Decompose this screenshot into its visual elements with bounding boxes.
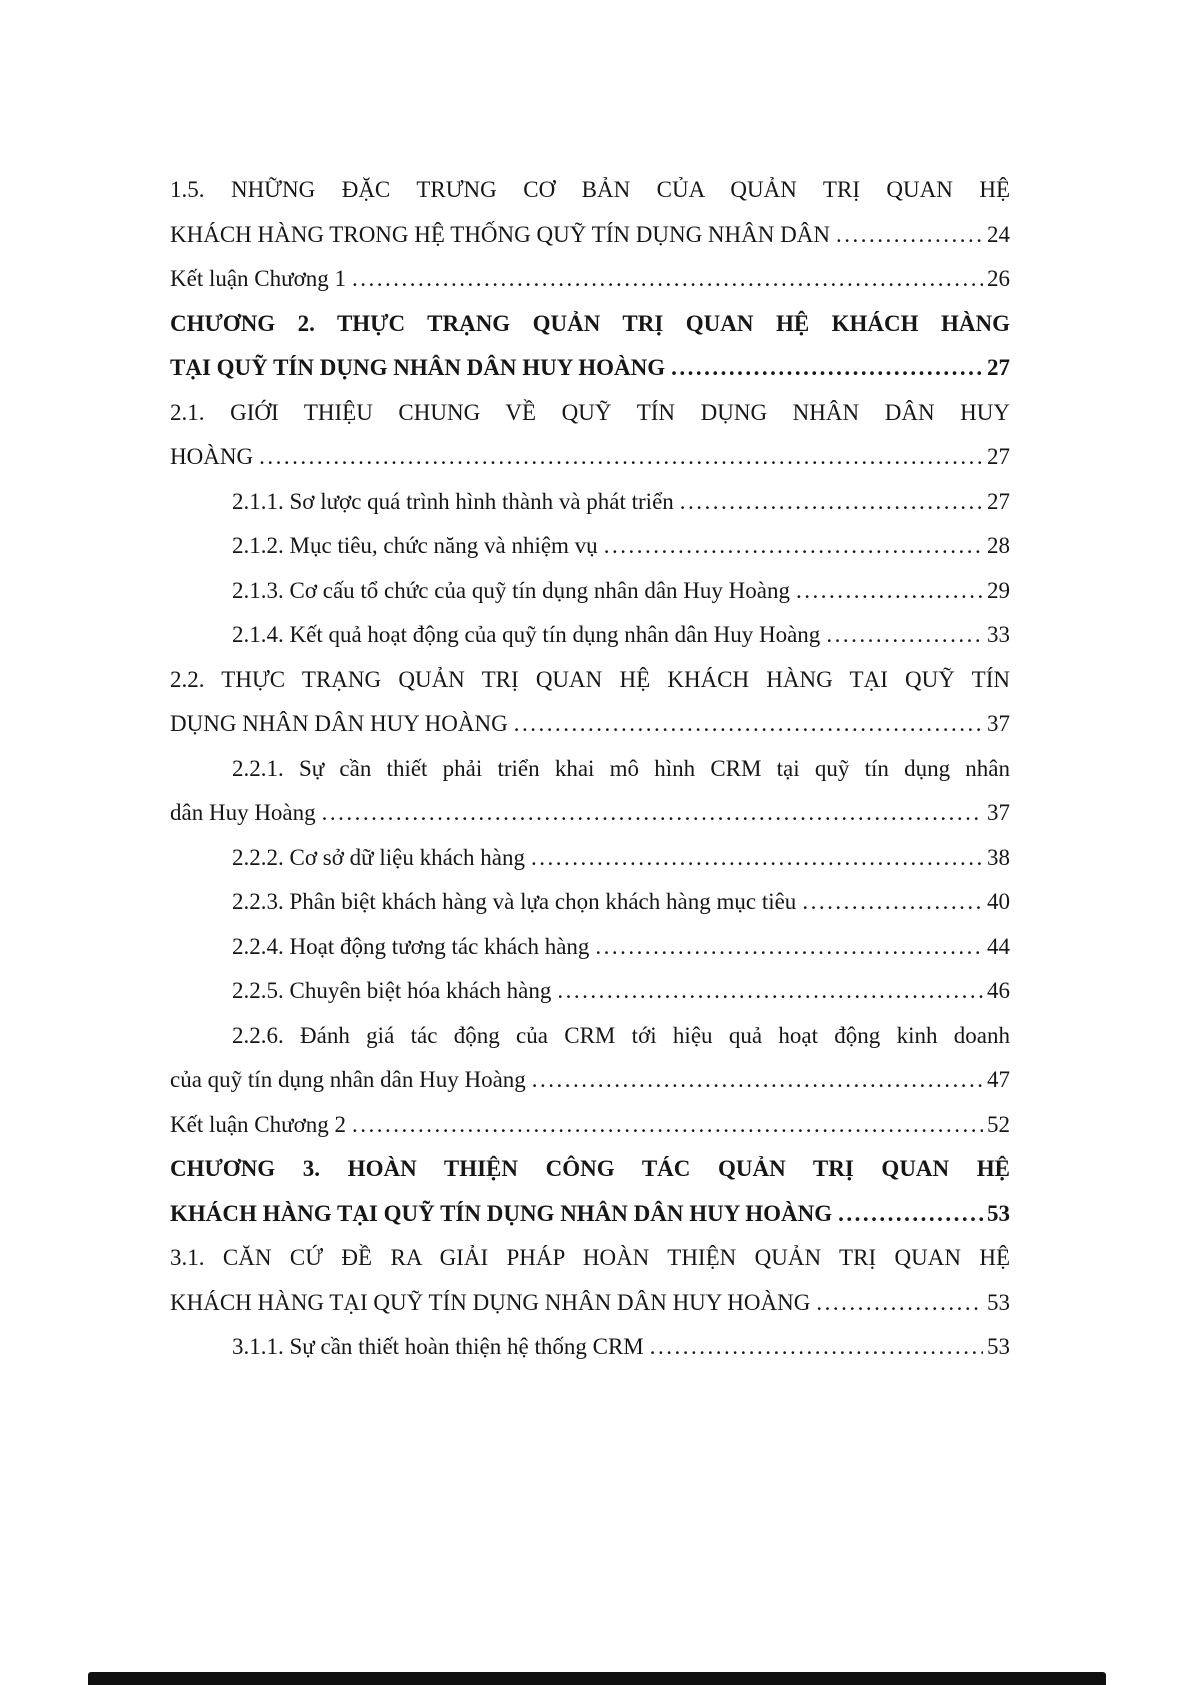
toc-line: 2.2.6. Đánh giá tác động của CRM tới hiệu quả hoạt động kinh doanh (232, 1022, 1010, 1048)
dot-leader (352, 257, 983, 302)
toc-line (170, 1058, 1010, 1103)
toc-line (170, 569, 1010, 614)
toc-line (170, 925, 1010, 970)
toc-entry-2-1-2 (170, 524, 1010, 569)
toc-entry-2-2-1 (170, 747, 1010, 836)
toc-line (170, 613, 1010, 658)
dot-leader (650, 1325, 983, 1370)
toc-entry-3-1-1 (170, 1325, 1010, 1370)
page-number: 27 (987, 444, 1010, 469)
table-of-contents (170, 168, 1010, 1370)
dot-leader (532, 1058, 983, 1103)
toc-line (170, 1281, 1010, 1326)
toc-entry-ketluan-chuong-1 (170, 257, 1010, 302)
toc-text: 2.2.4. Hoạt động tương tác khách hàng (232, 933, 590, 959)
toc-entry-2-1-1 (170, 480, 1010, 525)
toc-text: 3.1.1. Sự cần thiết hoàn thiện hệ thống CRM (232, 1334, 644, 1359)
dot-leader (816, 1281, 983, 1326)
toc-line (170, 1192, 1010, 1237)
toc-text: 2.2.5. Chuyên biệt hóa khách hàng (232, 978, 552, 1003)
dot-leader (671, 346, 983, 391)
toc-line: 2.2.1. Sự cần thiết phải triển khai mô hình CRM tại quỹ tín dụng nhân (232, 755, 1010, 781)
toc-line (170, 836, 1010, 881)
toc-line (170, 435, 1010, 480)
toc-entry-2-2 (170, 658, 1010, 747)
toc-entry-3-1 (170, 1236, 1010, 1325)
toc-entry-chuong-3 (170, 1147, 1010, 1236)
toc-text: dân Huy Hoàng (170, 800, 316, 825)
toc-entry-2-1-3 (170, 569, 1010, 614)
dot-leader (259, 435, 983, 480)
page-number: 46 (987, 978, 1010, 1003)
toc-entry-2-2-3 (170, 880, 1010, 925)
page-number: 52 (987, 1111, 1010, 1137)
page-number: 40 (987, 889, 1010, 914)
toc-text: của quỹ tín dụng nhân dân Huy Hoàng (170, 1067, 526, 1092)
page-number: 38 (987, 844, 1010, 870)
page-number: 26 (987, 266, 1010, 291)
toc-entry-2-2-4 (170, 925, 1010, 970)
toc-text: 2.1.2. Mục tiêu, chức năng và nhiệm vụ (232, 533, 598, 558)
page-number: 47 (987, 1067, 1010, 1092)
toc-text: Kết luận Chương 1 (170, 266, 347, 291)
toc-entry-2-1 (170, 391, 1010, 480)
toc-text: KHÁCH HÀNG TRONG HỆ THỐNG QUỸ TÍN DỤNG NHÂN DÂN (170, 221, 830, 247)
dot-leader (796, 569, 983, 614)
toc-line (170, 880, 1010, 925)
toc-text: 2.1.3. Cơ cấu tổ chức của quỹ tín dụng nhân dân Huy Hoàng (232, 577, 790, 603)
page-number: 29 (987, 577, 1010, 603)
page-number: 44 (987, 933, 1010, 959)
dot-leader (352, 1103, 983, 1148)
toc-line (170, 480, 1010, 525)
toc-text: KHÁCH HÀNG TẠI QUỸ TÍN DỤNG NHÂN DÂN HUY HOÀNG (170, 1289, 811, 1315)
toc-entry-2-2-6 (170, 1014, 1010, 1103)
dot-leader (826, 613, 983, 658)
page-number: 27 (987, 488, 1010, 514)
page-number: 27 (987, 355, 1010, 380)
dot-leader (604, 524, 983, 569)
bottom-edge-bar (88, 1672, 1106, 1685)
toc-entry-chuong-2 (170, 302, 1010, 391)
toc-line: CHƯƠNG 3. HOÀN THIỆN CÔNG TÁC QUẢN TRỊ QUAN HỆ (170, 1156, 1010, 1181)
dot-leader (680, 480, 983, 525)
toc-entry-1-5 (170, 168, 1010, 257)
toc-entry-2-1-4 (170, 613, 1010, 658)
toc-line: 3.1. CĂN CỨ ĐỀ RA GIẢI PHÁP HOÀN THIỆN QUẢN TRỊ QUAN HỆ (170, 1245, 1010, 1270)
page-number: 37 (987, 800, 1010, 825)
toc-text: 2.2.3. Phân biệt khách hàng và lựa chọn khách hàng mục tiêu (232, 889, 797, 914)
toc-line: 1.5. NHỮNG ĐẶC TRƯNG CƠ BẢN CỦA QUẢN TRỊ QUAN HỆ (170, 177, 1010, 202)
page-number: 24 (987, 221, 1010, 247)
toc-text: TẠI QUỸ TÍN DỤNG NHÂN DÂN HUY HOÀNG (170, 355, 666, 380)
toc-entry-ketluan-chuong-2 (170, 1103, 1010, 1148)
dot-leader (514, 702, 983, 747)
page-number: 53 (987, 1334, 1010, 1359)
dot-leader (836, 213, 983, 258)
dot-leader (838, 1192, 983, 1237)
toc-entry-2-2-5 (170, 969, 1010, 1014)
toc-line: 2.2. THỰC TRẠNG QUẢN TRỊ QUAN HỆ KHÁCH HÀNG TẠI QUỸ TÍN (170, 666, 1010, 692)
toc-entry-2-2-2 (170, 836, 1010, 881)
toc-line (170, 969, 1010, 1014)
page-number: 53 (987, 1289, 1010, 1315)
dot-leader (531, 836, 983, 881)
toc-line (170, 791, 1010, 836)
toc-text: 2.1.4. Kết quả hoạt động của quỹ tín dụng nhân dân Huy Hoàng (232, 622, 821, 647)
toc-line: 2.1. GIỚI THIỆU CHUNG VỀ QUỸ TÍN DỤNG NHÂN DÂN HUY (170, 399, 1010, 425)
toc-line (170, 346, 1010, 391)
toc-text: 2.1.1. Sơ lược quá trình hình thành và phát triển (232, 488, 674, 514)
toc-line (170, 257, 1010, 302)
toc-line (170, 702, 1010, 747)
page-number: 28 (987, 533, 1010, 558)
toc-text: Kết luận Chương 2 (170, 1111, 347, 1137)
toc-text: DỤNG NHÂN DÂN HUY HOÀNG (170, 711, 508, 736)
toc-line: CHƯƠNG 2. THỰC TRẠNG QUẢN TRỊ QUAN HỆ KHÁCH HÀNG (170, 310, 1010, 336)
toc-text: KHÁCH HÀNG TẠI QUỸ TÍN DỤNG NHÂN DÂN HUY HOÀNG (170, 1200, 833, 1226)
dot-leader (557, 969, 983, 1014)
toc-line (170, 213, 1010, 258)
toc-line (170, 524, 1010, 569)
toc-line (170, 1103, 1010, 1148)
page-number: 53 (987, 1200, 1010, 1226)
toc-line (170, 1325, 1010, 1370)
dot-leader (802, 880, 983, 925)
dot-leader (595, 925, 983, 970)
page-number: 37 (987, 711, 1010, 736)
toc-text: 2.2.2. Cơ sở dữ liệu khách hàng (232, 844, 525, 870)
page-number: 33 (987, 622, 1010, 647)
dot-leader (322, 791, 983, 836)
toc-text: HOÀNG (170, 444, 254, 469)
